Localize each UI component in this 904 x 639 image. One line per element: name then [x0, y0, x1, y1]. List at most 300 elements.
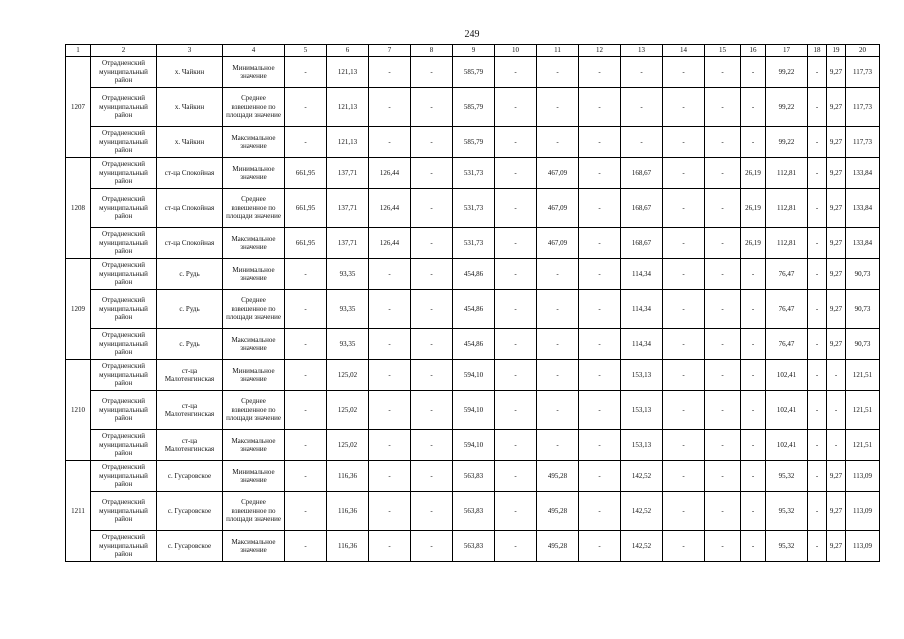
table-cell: 168,67 [621, 228, 663, 259]
table-cell: 113,09 [846, 531, 880, 562]
header-cell: 16 [741, 45, 766, 57]
table-cell: 116,36 [327, 492, 369, 531]
table-cell: 121,13 [327, 127, 369, 158]
table-cell: - [579, 329, 621, 360]
table-cell: - [411, 430, 453, 461]
table-cell: - [579, 57, 621, 88]
table-cell: - [808, 228, 827, 259]
table-cell: - [411, 158, 453, 189]
table-cell: - [369, 329, 411, 360]
header-cell: 1 [66, 45, 91, 57]
table-cell: 90,73 [846, 329, 880, 360]
table-cell: - [808, 492, 827, 531]
table-cell: 495,28 [537, 492, 579, 531]
header-cell: 20 [846, 45, 880, 57]
table-cell: 114,34 [621, 290, 663, 329]
row-number: 1211 [66, 461, 91, 562]
table-cell: - [411, 127, 453, 158]
table-cell: 121,51 [846, 430, 880, 461]
table-cell: 121,51 [846, 360, 880, 391]
table-cell: 531,73 [453, 189, 495, 228]
table-cell: Отрадненский муниципальный район [91, 329, 157, 360]
table-cell: - [495, 57, 537, 88]
table-cell: 126,44 [369, 158, 411, 189]
table-cell: - [411, 189, 453, 228]
table-cell: 142,52 [621, 461, 663, 492]
table-cell: - [621, 127, 663, 158]
table-cell: - [495, 88, 537, 127]
table-cell: 114,34 [621, 259, 663, 290]
table-cell: Максимальное значение [223, 228, 285, 259]
table-cell: - [579, 461, 621, 492]
table-cell: - [411, 88, 453, 127]
table-cell: 93,35 [327, 329, 369, 360]
table-cell: - [411, 290, 453, 329]
table-cell: - [741, 391, 766, 430]
table-cell: Среднее взвешенное по площади значение [223, 391, 285, 430]
table-cell: - [741, 290, 766, 329]
table-cell: 531,73 [453, 158, 495, 189]
table-cell: - [808, 391, 827, 430]
table-row [66, 57, 880, 88]
table-cell: 99,22 [766, 57, 808, 88]
table-cell: 9,27 [827, 290, 846, 329]
table-cell: - [808, 461, 827, 492]
table-cell: - [808, 259, 827, 290]
table-cell: - [411, 391, 453, 430]
table-cell: 9,27 [827, 228, 846, 259]
table-cell: 9,27 [827, 127, 846, 158]
header-cell: 14 [663, 45, 705, 57]
table-cell: - [663, 531, 705, 562]
table-cell: 9,27 [827, 189, 846, 228]
table-cell: - [808, 158, 827, 189]
table-cell: - [285, 360, 327, 391]
table-cell: 563,83 [453, 461, 495, 492]
table-cell: - [369, 492, 411, 531]
table-cell: Отрадненский муниципальный район [91, 461, 157, 492]
table-row [66, 127, 880, 158]
table-cell: - [663, 228, 705, 259]
table-cell: ст-ца Спокойная [157, 189, 223, 228]
table-cell: 9,27 [827, 461, 846, 492]
table-cell: 95,32 [766, 461, 808, 492]
table-cell: - [537, 430, 579, 461]
table-cell: - [705, 158, 741, 189]
table-cell: 116,36 [327, 531, 369, 562]
table-cell: 585,79 [453, 57, 495, 88]
table-cell: - [663, 259, 705, 290]
table-row [66, 259, 880, 290]
table-cell: - [705, 391, 741, 430]
table-cell: - [663, 88, 705, 127]
table-cell: - [808, 189, 827, 228]
table-cell: 563,83 [453, 492, 495, 531]
table-cell: - [495, 259, 537, 290]
table-cell: - [579, 228, 621, 259]
table-cell: - [411, 57, 453, 88]
table-cell: - [579, 430, 621, 461]
row-number: 1207 [66, 57, 91, 158]
table-cell: - [411, 461, 453, 492]
table-cell: - [741, 492, 766, 531]
table-cell: - [579, 88, 621, 127]
table-cell: - [705, 88, 741, 127]
table-cell: - [663, 57, 705, 88]
table-cell: - [285, 57, 327, 88]
table-cell: - [663, 158, 705, 189]
table-cell: - [741, 57, 766, 88]
table-cell: - [663, 492, 705, 531]
table-cell: - [705, 531, 741, 562]
table-cell: 117,73 [846, 127, 880, 158]
table-body [66, 57, 880, 562]
table-cell: - [741, 531, 766, 562]
table-cell: 168,67 [621, 158, 663, 189]
table-cell: - [411, 228, 453, 259]
table-cell: х. Чайкин [157, 127, 223, 158]
header-cell: 15 [705, 45, 741, 57]
table-cell: - [369, 391, 411, 430]
table-cell: Среднее взвешенное по площади значение [223, 492, 285, 531]
table-cell: - [369, 57, 411, 88]
table-cell: - [663, 461, 705, 492]
table-cell: - [579, 158, 621, 189]
table-cell: 26,19 [741, 189, 766, 228]
table-cell: 76,47 [766, 259, 808, 290]
table-cell: с. Рудь [157, 329, 223, 360]
table-cell: - [285, 88, 327, 127]
table-cell: 137,71 [327, 158, 369, 189]
table-cell: - [579, 127, 621, 158]
table-cell: - [579, 189, 621, 228]
table-cell: 95,32 [766, 492, 808, 531]
table-cell: Максимальное значение [223, 329, 285, 360]
table-row [66, 360, 880, 391]
table-cell: Отрадненский муниципальный район [91, 158, 157, 189]
table-cell: - [495, 430, 537, 461]
table-cell: - [579, 531, 621, 562]
table-row [66, 158, 880, 189]
table-cell: 137,71 [327, 228, 369, 259]
table-cell: - [495, 158, 537, 189]
table-cell: 153,13 [621, 430, 663, 461]
table-cell: 661,95 [285, 189, 327, 228]
header-cell: 8 [411, 45, 453, 57]
header-row [66, 45, 880, 57]
table-cell: - [495, 189, 537, 228]
header-cell: 5 [285, 45, 327, 57]
table-cell: 102,41 [766, 360, 808, 391]
table-cell: - [827, 360, 846, 391]
table-cell: Среднее взвешенное по площади значение [223, 290, 285, 329]
table-cell: 9,27 [827, 57, 846, 88]
table-cell: - [579, 290, 621, 329]
table-cell: 142,52 [621, 492, 663, 531]
table-cell: 585,79 [453, 127, 495, 158]
table-cell: - [663, 189, 705, 228]
table-cell: 133,84 [846, 158, 880, 189]
table-cell: 9,27 [827, 492, 846, 531]
table-cell: - [495, 228, 537, 259]
table-cell: 495,28 [537, 531, 579, 562]
header-cell: 9 [453, 45, 495, 57]
header-cell: 3 [157, 45, 223, 57]
page-number: 249 [464, 29, 480, 40]
table-cell: - [285, 290, 327, 329]
table-cell: Максимальное значение [223, 127, 285, 158]
table-cell: - [705, 228, 741, 259]
table-cell: - [285, 492, 327, 531]
table-cell: 531,73 [453, 228, 495, 259]
table-cell: - [741, 127, 766, 158]
table-cell: - [369, 461, 411, 492]
table-cell: 585,79 [453, 88, 495, 127]
table-cell: 126,44 [369, 189, 411, 228]
table-cell: - [808, 430, 827, 461]
table-cell: - [537, 57, 579, 88]
table-row [66, 391, 880, 430]
table-cell: 467,09 [537, 189, 579, 228]
header-cell: 6 [327, 45, 369, 57]
table-cell: - [741, 360, 766, 391]
table-cell: 116,36 [327, 461, 369, 492]
table-cell: с. Гусаровское [157, 492, 223, 531]
table-cell: 76,47 [766, 329, 808, 360]
row-number: 1208 [66, 158, 91, 259]
table-cell: 112,81 [766, 228, 808, 259]
header-cell: 7 [369, 45, 411, 57]
table-cell: - [705, 290, 741, 329]
table-cell: 153,13 [621, 360, 663, 391]
table-cell: Минимальное значение [223, 461, 285, 492]
table-cell: 121,51 [846, 391, 880, 430]
table-cell: Минимальное значение [223, 57, 285, 88]
header-cell: 13 [621, 45, 663, 57]
table-cell: - [411, 360, 453, 391]
table-row [66, 492, 880, 531]
table-cell: - [537, 360, 579, 391]
table-cell: - [285, 259, 327, 290]
table-cell: ст-ца Малотенгинская [157, 430, 223, 461]
table-cell: Отрадненский муниципальный район [91, 391, 157, 430]
table-cell: с. Гусаровское [157, 531, 223, 562]
table-cell: - [411, 329, 453, 360]
table-cell: Минимальное значение [223, 360, 285, 391]
table-cell: 9,27 [827, 158, 846, 189]
table-cell: 153,13 [621, 391, 663, 430]
header-cell: 18 [808, 45, 827, 57]
table-cell: - [579, 391, 621, 430]
table-row [66, 189, 880, 228]
table-cell: Отрадненский муниципальный район [91, 290, 157, 329]
table-cell: - [495, 360, 537, 391]
header-cell: 4 [223, 45, 285, 57]
table-cell: - [537, 88, 579, 127]
table-cell: - [285, 127, 327, 158]
table-cell: 26,19 [741, 158, 766, 189]
table-cell: - [579, 492, 621, 531]
table-cell: Отрадненский муниципальный район [91, 189, 157, 228]
table-cell: 495,28 [537, 461, 579, 492]
table-cell: - [705, 189, 741, 228]
table-cell: 113,09 [846, 492, 880, 531]
table-cell: Отрадненский муниципальный район [91, 57, 157, 88]
table-cell: - [495, 290, 537, 329]
table-cell: 113,09 [846, 461, 880, 492]
table-cell: - [663, 391, 705, 430]
table-cell: х. Чайкин [157, 57, 223, 88]
table-cell: 594,10 [453, 360, 495, 391]
table-cell: 125,02 [327, 360, 369, 391]
table-cell: - [705, 430, 741, 461]
table-cell: 90,73 [846, 259, 880, 290]
table-cell: 117,73 [846, 88, 880, 127]
table-cell: 594,10 [453, 391, 495, 430]
table-cell: - [663, 430, 705, 461]
table-cell: х. Чайкин [157, 88, 223, 127]
table-cell: - [741, 461, 766, 492]
table-cell: - [411, 259, 453, 290]
table-cell: - [663, 360, 705, 391]
table-cell: - [808, 329, 827, 360]
table-cell: 93,35 [327, 259, 369, 290]
table-cell: 168,67 [621, 189, 663, 228]
table-cell: 95,32 [766, 531, 808, 562]
table-cell: 454,86 [453, 329, 495, 360]
table-cell: - [808, 531, 827, 562]
table-cell: - [808, 57, 827, 88]
header-cell: 2 [91, 45, 157, 57]
table-row [66, 430, 880, 461]
table-cell: - [285, 430, 327, 461]
table-cell: Максимальное значение [223, 430, 285, 461]
table-cell: - [411, 531, 453, 562]
table-row [66, 461, 880, 492]
table-cell: 133,84 [846, 228, 880, 259]
table-cell: Отрадненский муниципальный район [91, 430, 157, 461]
table-row [66, 228, 880, 259]
table-cell: - [808, 290, 827, 329]
table-cell: - [285, 531, 327, 562]
table-cell: 90,73 [846, 290, 880, 329]
table-cell: ст-ца Малотенгинская [157, 360, 223, 391]
table-cell: - [369, 531, 411, 562]
table-cell: 594,10 [453, 430, 495, 461]
table-cell: - [285, 461, 327, 492]
table-cell: 114,34 [621, 329, 663, 360]
table-cell: 121,13 [327, 88, 369, 127]
table-cell: 125,02 [327, 430, 369, 461]
table-cell: Минимальное значение [223, 259, 285, 290]
table-cell: Отрадненский муниципальный район [91, 259, 157, 290]
table-cell: - [369, 360, 411, 391]
table-cell: с. Гусаровское [157, 461, 223, 492]
table-cell: - [705, 259, 741, 290]
header-cell: 19 [827, 45, 846, 57]
table-row [66, 531, 880, 562]
table-cell: - [827, 391, 846, 430]
table-cell: 112,81 [766, 189, 808, 228]
table-cell: 9,27 [827, 531, 846, 562]
table-cell: 563,83 [453, 531, 495, 562]
table-cell: - [579, 360, 621, 391]
table-cell: с. Рудь [157, 290, 223, 329]
table-cell: - [705, 127, 741, 158]
table-cell: 93,35 [327, 290, 369, 329]
table-cell: 467,09 [537, 158, 579, 189]
header-cell: 12 [579, 45, 621, 57]
table-row [66, 290, 880, 329]
table-cell: - [705, 492, 741, 531]
table-cell: - [621, 57, 663, 88]
table-cell: 661,95 [285, 228, 327, 259]
table-cell: Минимальное значение [223, 158, 285, 189]
table-cell: 133,84 [846, 189, 880, 228]
table-cell: 102,41 [766, 430, 808, 461]
table-cell: - [705, 329, 741, 360]
table-cell: Отрадненский муниципальный район [91, 127, 157, 158]
table-cell: - [369, 127, 411, 158]
table-cell: - [537, 290, 579, 329]
table-cell: Отрадненский муниципальный район [91, 88, 157, 127]
table-cell: 467,09 [537, 228, 579, 259]
table-cell: - [285, 329, 327, 360]
table-cell: ст-ца Спокойная [157, 228, 223, 259]
table-cell: - [741, 259, 766, 290]
table-cell: 9,27 [827, 259, 846, 290]
table-cell: 137,71 [327, 189, 369, 228]
table-cell: - [495, 391, 537, 430]
table-cell: - [579, 259, 621, 290]
table-cell: - [495, 329, 537, 360]
table-cell: - [369, 88, 411, 127]
table-cell: - [285, 391, 327, 430]
table-cell: Отрадненский муниципальный район [91, 228, 157, 259]
row-number: 1210 [66, 360, 91, 461]
table-cell: 76,47 [766, 290, 808, 329]
table-cell: 102,41 [766, 391, 808, 430]
table-cell: - [827, 430, 846, 461]
table-cell: Отрадненский муниципальный район [91, 492, 157, 531]
table-cell: - [741, 88, 766, 127]
table-cell: - [495, 531, 537, 562]
table-cell: 142,52 [621, 531, 663, 562]
table-cell: - [663, 127, 705, 158]
header-cell: 10 [495, 45, 537, 57]
table-cell: - [705, 57, 741, 88]
table-cell: - [411, 492, 453, 531]
table-row [66, 88, 880, 127]
table-cell: 125,02 [327, 391, 369, 430]
table-cell: - [495, 461, 537, 492]
table-cell: - [663, 329, 705, 360]
table-cell: - [663, 290, 705, 329]
table-cell: - [808, 127, 827, 158]
table-cell: 9,27 [827, 88, 846, 127]
table-cell: Отрадненский муниципальный район [91, 360, 157, 391]
table-cell: с. Рудь [157, 259, 223, 290]
table-cell: 99,22 [766, 88, 808, 127]
table-cell: - [369, 259, 411, 290]
table-cell: ст-ца Малотенгинская [157, 391, 223, 430]
header-cell: 11 [537, 45, 579, 57]
table-cell: Отрадненский муниципальный район [91, 531, 157, 562]
table-cell: - [808, 360, 827, 391]
table-cell: - [741, 430, 766, 461]
table-cell: - [537, 329, 579, 360]
table-row [66, 329, 880, 360]
